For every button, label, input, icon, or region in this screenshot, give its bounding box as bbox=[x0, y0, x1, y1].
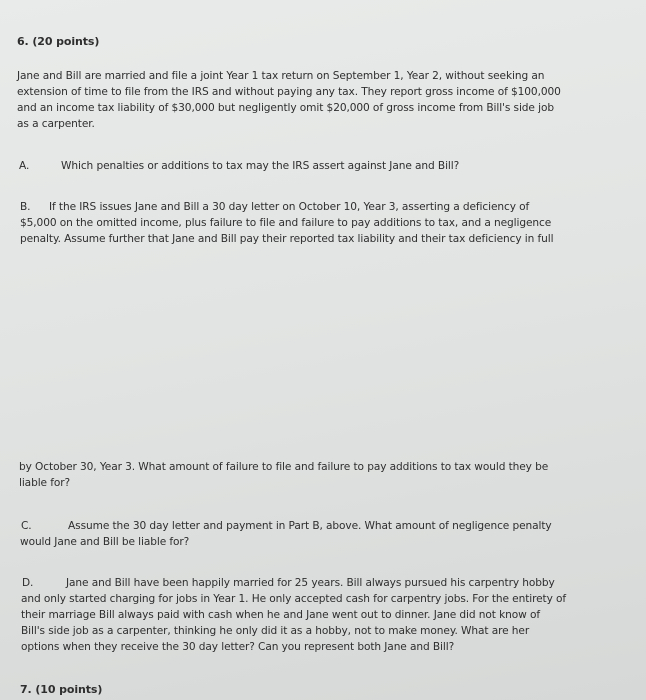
part-b-continuation-line: by October 30, Year 3. What amount of failure to file and failure to pay additions to tax would they be bbox=[19, 461, 549, 473]
part-d-label: D. bbox=[22, 577, 34, 589]
part-c-first-line: Assume the 30 day letter and payment in Part B, above. What amount of negligence penalty bbox=[68, 520, 552, 532]
part-c-label: C. bbox=[21, 520, 32, 532]
part-b-line: penalty. Assume further that Jane and Bill pay their reported tax liability and their tax deficiency in full bbox=[20, 233, 554, 245]
part-a bbox=[19, 158, 459, 174]
intro-line: extension of time to file from the IRS and without paying any tax. They report gross income of $100,000 bbox=[17, 86, 561, 98]
intro-line: and an income tax liability of $30,000 but negligently omit $20,000 of gross income from Bill's side job bbox=[17, 102, 554, 114]
problem-6-intro bbox=[17, 68, 561, 132]
part-b-first-line: If the IRS issues Jane and Bill a 30 day letter on October 10, Year 3, asserting a deficiency of bbox=[49, 201, 530, 213]
part-d bbox=[21, 575, 566, 655]
part-b bbox=[20, 199, 553, 247]
problem-6-heading: 6. (20 points) bbox=[17, 35, 100, 48]
part-d-line: their marriage Bill always paid with cash when he and Jane went out to dinner. Jane did not know of bbox=[21, 609, 540, 621]
part-c-line: would Jane and Bill be liable for? bbox=[20, 536, 190, 548]
part-b-label: B. bbox=[20, 201, 31, 213]
part-b-continuation-line: liable for? bbox=[19, 477, 71, 489]
part-b-continuation bbox=[19, 459, 548, 491]
intro-line: as a carpenter. bbox=[17, 118, 95, 130]
problem-7-heading: 7. (10 points) bbox=[20, 683, 103, 696]
part-c bbox=[20, 518, 552, 550]
part-a-question: Which penalties or additions to tax may the IRS assert against Jane and Bill? bbox=[61, 160, 460, 172]
part-d-line: options when they receive the 30 day letter? Can you represent both Jane and Bill? bbox=[21, 641, 455, 653]
part-d-line: and only started charging for jobs in Year 1. He only accepted cash for carpentry jobs. For the entirety of bbox=[21, 593, 567, 605]
part-b-line: $5,000 on the omitted income, plus failure to file and failure to pay additions to tax, and a negligence bbox=[20, 217, 552, 229]
part-d-first-line: Jane and Bill have been happily married for 25 years. Bill always pursued his carpentry hobby bbox=[66, 577, 555, 589]
intro-line: Jane and Bill are married and file a joint Year 1 tax return on September 1, Year 2, without seeking an bbox=[17, 70, 545, 82]
part-a-label: A. bbox=[19, 160, 30, 172]
part-d-line: Bill's side job as a carpenter, thinking he only did it as a hobby, not to make money. What are her bbox=[21, 625, 530, 637]
